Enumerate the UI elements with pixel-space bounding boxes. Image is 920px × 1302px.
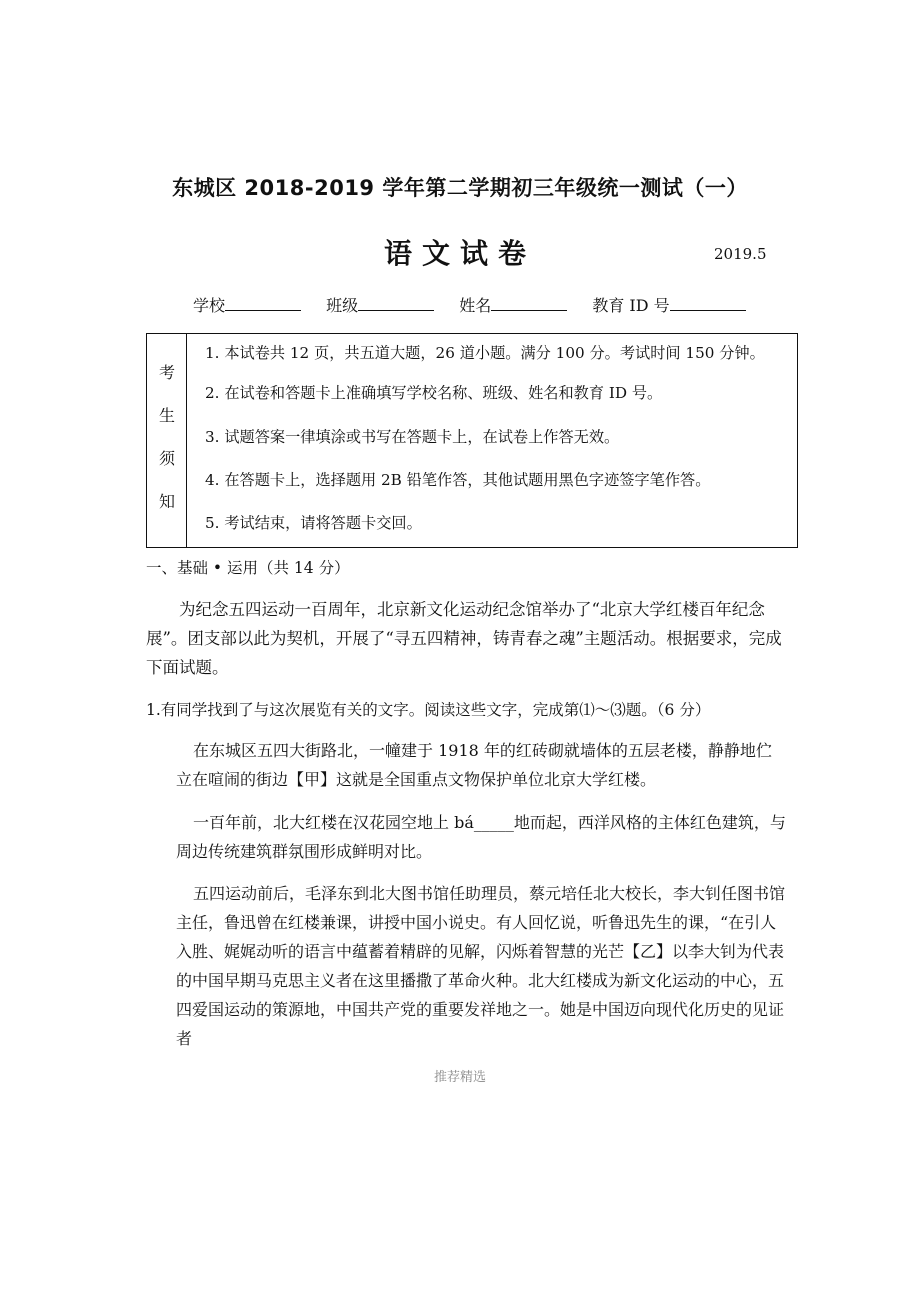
notice-side-char: 知 xyxy=(158,492,175,511)
notice-item: 3. 试题答案一律填涂或书写在答题卡上，在试卷上作答无效。 xyxy=(205,428,620,446)
notice-item: 1. 本试卷共 12 页，共五道大题，26 道小题。满分 100 分。考试时间 150 分钟。 xyxy=(205,344,765,362)
footer-text: 推荐精选 xyxy=(433,1070,486,1085)
school-field: 学校 xyxy=(193,293,301,316)
school-blank xyxy=(225,294,301,311)
education-id-field: 教育 ID 号 xyxy=(592,293,745,316)
notice-item: 4. 在答题卡上，选择题用 2B 铅笔作答，其他试题用黑色字迹签字笔作答。 xyxy=(205,471,711,489)
section-heading: 一、基础 • 运用（共 14 分） xyxy=(146,559,350,577)
notice-side-char: 生 xyxy=(158,406,175,425)
education-id-blank xyxy=(670,294,746,311)
name-field: 姓名 xyxy=(459,293,567,316)
exam-date: 2019.5 xyxy=(714,245,767,263)
passage-paragraph: 在东城区五四大街路北，一幢建于 1918 年的红砖砌就墙体的五层老楼，静静地伫立在喧闹的街边【甲】这就是全国重点文物保护单位北京大学红楼。 xyxy=(176,741,772,789)
notice-side-char: 考 xyxy=(158,363,175,382)
passage-paragraph: 一百年前，北大红楼在汉花园空地上 bá_____地而起，西洋风格的主体红色建筑，与周边传统建筑群氛围形成鲜明对比。 xyxy=(176,813,786,861)
exam-notice-box xyxy=(146,333,798,548)
name-blank xyxy=(491,294,567,311)
passage-paragraph: 五四运动前后，毛泽东到北大图书馆任助理员，蔡元培任北大校长，李大钊任图书馆主任，鲁迅曾在红楼兼课，讲授中国小说史。有人回忆说，听鲁迅先生的课，“在引人入胜、娓娓动听的语言中蕴蓄着精辟的见解，闪烁着智慧的光芒【乙】以李大钊为代表的中国早期马克思主义者在这里播撒了革命火种。北大红楼成为新文化运动的中心，五四爱国运动的策源地，中国共产党的重要发祥地之一。她是中国迈向现代化历史的见证者 xyxy=(176,884,786,1048)
notice-item: 5. 考试结束，请将答题卡交回。 xyxy=(205,514,422,532)
student-info-row xyxy=(193,293,766,316)
notice-item: 2. 在试卷和答题卡上准确填写学校名称、班级、姓名和教育 ID 号。 xyxy=(205,384,663,402)
exam-title: 东城区 2018-2019 学年第二学期初三年级统一测试（一） xyxy=(172,176,748,200)
section-intro: 为纪念五四运动一百周年，北京新文化运动纪念馆举办了“北京大学红楼百年纪念展”。团支部以此为契机，开展了“寻五四精神，铸青春之魂”主题活动。根据要求，完成下面试题。 xyxy=(146,600,782,677)
notice-side-char: 须 xyxy=(158,449,175,468)
class-blank xyxy=(358,294,434,311)
question-1: 1.有同学找到了与这次展览有关的文字。阅读这些文字，完成第⑴～⑶题。（6 分） xyxy=(146,701,711,719)
notice-side-label xyxy=(147,334,187,547)
subject-title: 语文试卷 xyxy=(383,237,536,270)
class-field: 班级 xyxy=(326,293,434,316)
